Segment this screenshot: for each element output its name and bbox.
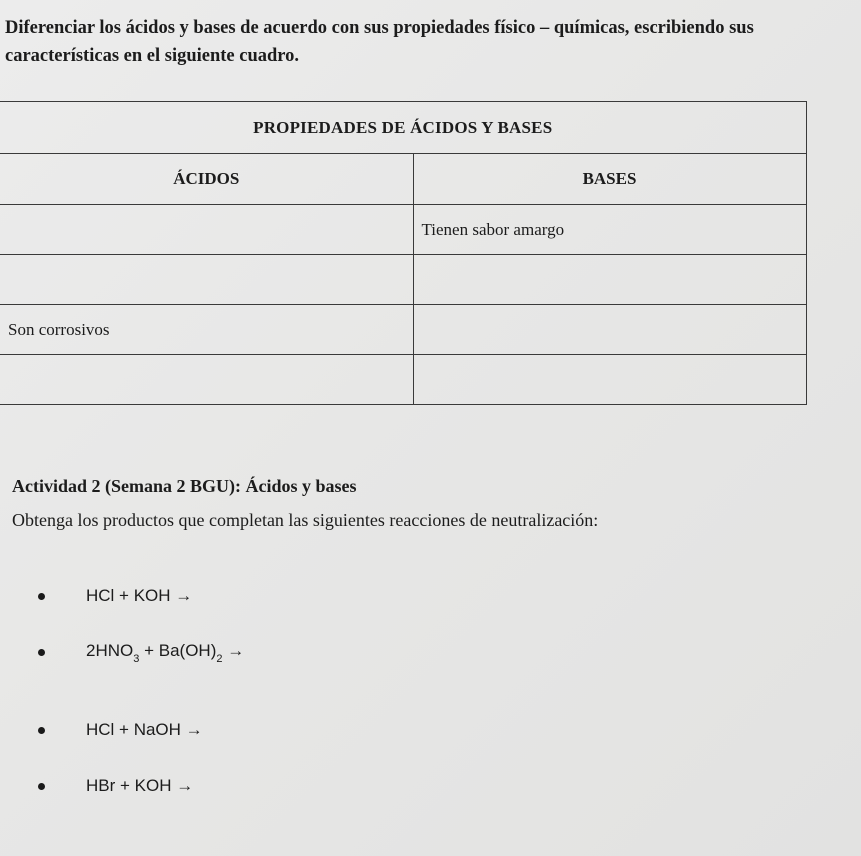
bullet-icon xyxy=(38,649,45,656)
acid-cell[interactable]: Son corrosivos xyxy=(0,305,413,355)
base-cell[interactable] xyxy=(413,255,806,305)
base-cell[interactable]: Tienen sabor amargo xyxy=(413,205,806,255)
table-row xyxy=(0,305,806,355)
bullet-icon xyxy=(38,727,45,734)
header-bases: BASES xyxy=(413,154,806,205)
acid-cell[interactable] xyxy=(0,205,413,255)
reaction-text: HBr + KOH → xyxy=(86,776,194,795)
acid-cell[interactable] xyxy=(0,255,413,305)
bullet-icon xyxy=(38,783,45,790)
reaction-item xyxy=(38,586,192,606)
table-row xyxy=(0,355,806,405)
activity-title: Actividad 2 (Semana 2 BGU): Ácidos y bases xyxy=(12,476,357,496)
activity-description: Obtenga los productos que completan las siguientes reacciones de neutralización: xyxy=(12,510,599,530)
properties-table xyxy=(0,101,807,405)
instructions-text: Diferenciar los ácidos y bases de acuerdo con sus propiedades físico – químicas, escribiendo sus características en el siguiente cuadro. xyxy=(5,18,754,66)
header-acids: ÁCIDOS xyxy=(0,154,413,205)
bullet-icon xyxy=(38,593,45,600)
reaction-text: $2HNO_3 + Ba(OH)_2$ → xyxy=(86,641,245,666)
reaction-text: HCl + NaOH → xyxy=(86,720,203,739)
table-row xyxy=(0,205,806,255)
acid-cell[interactable] xyxy=(0,355,413,405)
reaction-text: HCl + KOH → xyxy=(86,586,193,605)
table-row xyxy=(0,255,806,305)
reaction-item xyxy=(38,776,193,796)
base-cell[interactable] xyxy=(413,355,806,405)
base-cell[interactable] xyxy=(413,305,806,355)
table-title: PROPIEDADES DE ÁCIDOS Y BASES xyxy=(0,102,806,154)
reaction-item xyxy=(38,720,203,740)
reaction-item xyxy=(38,641,245,666)
